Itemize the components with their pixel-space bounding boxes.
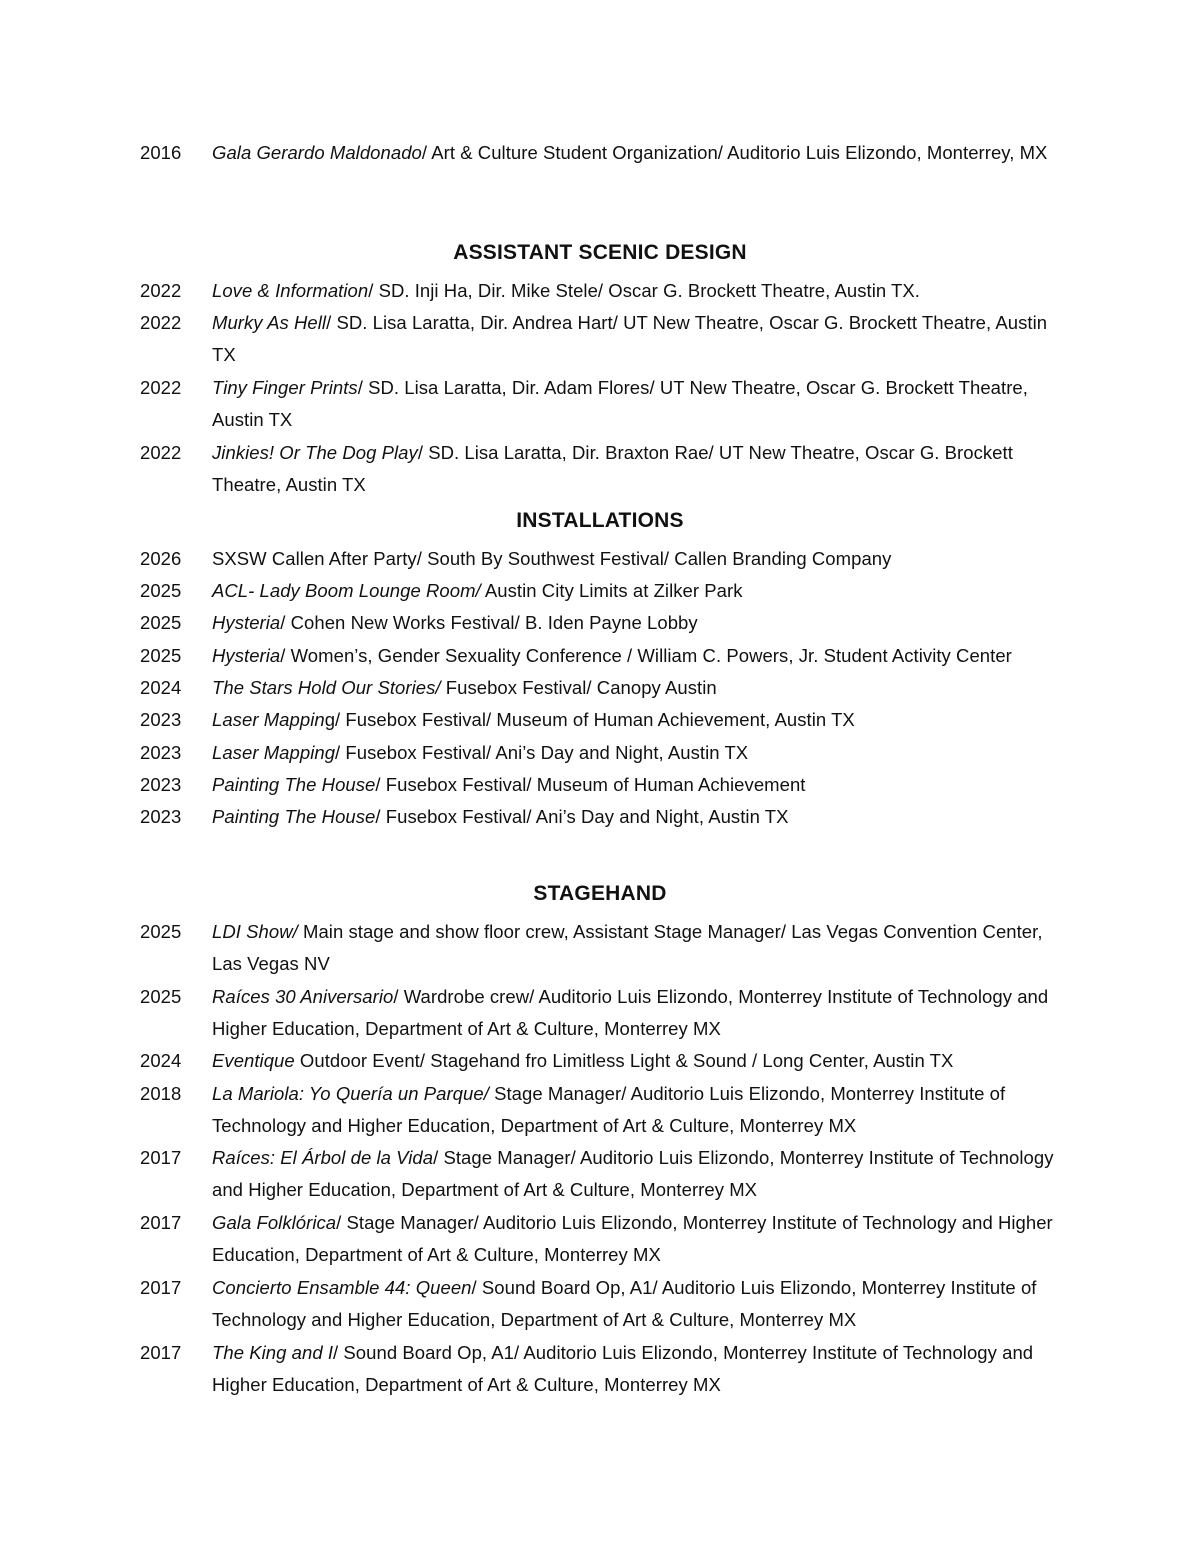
entry-description (212, 275, 1060, 307)
entry (140, 1078, 1060, 1143)
entry-details: / Sound Board Op, A1/ Auditorio Luis Elizondo, Monterrey Institute of Technology and Higher Education, Department of Art & Culture, Monterrey MX (212, 1342, 1034, 1396)
entry-year: 2022 (140, 312, 182, 333)
entry-details: / Fusebox Festival/ Museum of Human Achievement (375, 774, 806, 795)
entry-details: / SD. Lisa Laratta, Dir. Andrea Hart/ UT New Theatre, Oscar G. Brockett Theatre, Austin TX (212, 312, 1048, 366)
entry-year: 2024 (140, 1050, 182, 1071)
entry (140, 575, 1060, 607)
entry-description (212, 769, 1060, 801)
entry-description (212, 607, 1060, 639)
entry-description (212, 1142, 1060, 1207)
entry-title: Love & Information (212, 280, 369, 301)
entry-title: Gala Gerardo Maldonado (212, 142, 422, 163)
entry-details: / SD. Inji Ha, Dir. Mike Stele/ Oscar G. Brockett Theatre, Austin TX. (368, 280, 920, 301)
entry-description (212, 575, 1060, 607)
entry-description (212, 672, 1060, 704)
entry-details: / Wardrobe crew/ Auditorio Luis Elizondo, Monterrey Institute of Technology and Higher Education, Department of Art & Culture, Monterrey MX (212, 986, 1049, 1040)
section-heading-stagehand: STAGEHAND (533, 882, 667, 905)
entry-title: La Mariola: Yo Quería un Parque/ (212, 1083, 489, 1104)
entry-year: 2025 (140, 645, 182, 666)
entry-details: / Art & Culture Student Organization/ Auditorio Luis Elizondo, Monterrey, MX (421, 142, 1048, 163)
entry-title: Painting The House (212, 774, 376, 795)
entry-title: Eventique (212, 1050, 295, 1071)
entry-title: Laser Mapping (212, 742, 336, 763)
entry (140, 704, 1060, 736)
entry-title: Tiny Finger Prints (212, 377, 358, 398)
entry-title: Jinkies! Or The Dog Play (212, 442, 418, 463)
entry-details: Austin City Limits at Zilker Park (480, 580, 743, 601)
entry (140, 737, 1060, 769)
entry-2016-gala (140, 137, 1060, 169)
entry-description (212, 1272, 1060, 1337)
entry-year: 2016 (140, 142, 182, 163)
entry-details: / Sound Board Op, A1/ Auditorio Luis Elizondo, Monterrey Institute of Technology and Higher Education, Department of Art & Culture, Monterrey MX (212, 1277, 1037, 1331)
entry-details: / Cohen New Works Festival/ B. Iden Payne Lobby (280, 612, 698, 633)
entry (140, 769, 1060, 801)
entry-description (212, 1207, 1060, 1272)
entry-year: 2023 (140, 709, 182, 730)
entry-year: 2023 (140, 806, 182, 827)
entry-details: / SD. Lisa Laratta, Dir. Adam Flores/ UT New Theatre, Oscar G. Brockett Theatre, Austin TX (212, 377, 1028, 431)
entry (140, 640, 1060, 672)
entry-year: 2025 (140, 986, 182, 1007)
entry-title: The Stars Hold Our Stories/ (212, 677, 441, 698)
entry-title: Raíces: El Árbol de la Vida (212, 1147, 434, 1168)
entry-details: / Stage Manager/ Auditorio Luis Elizondo, Monterrey Institute of Technology and Higher Education, Department of Art & Culture, Monterrey MX (212, 1212, 1053, 1266)
entry (140, 275, 1060, 307)
entry-description (212, 737, 1060, 769)
entry-year: 2022 (140, 377, 182, 398)
entry-title: Hysteria (212, 645, 281, 666)
entry (140, 916, 1060, 981)
entry-year: 2017 (140, 1277, 182, 1298)
entry-year: 2017 (140, 1342, 182, 1363)
entry (140, 1272, 1060, 1337)
entry (140, 607, 1060, 639)
entry (140, 1045, 1060, 1077)
entry-description (212, 801, 1060, 833)
entry-year: 2025 (140, 580, 182, 601)
entry-year: 2018 (140, 1083, 182, 1104)
entry-year: 2017 (140, 1212, 182, 1233)
entry-title: Gala Folklórica (212, 1212, 337, 1233)
entry-title: The King and I (212, 1342, 334, 1363)
entry (140, 543, 1060, 575)
entry-year: 2023 (140, 774, 182, 795)
entry-title: Laser Mappin (212, 709, 325, 730)
entry-details: / Fusebox Festival/ Ani’s Day and Night, Austin TX (375, 806, 789, 827)
entry-title: Raíces 30 Aniversario (212, 986, 394, 1007)
entry-description (212, 307, 1060, 372)
entry (140, 307, 1060, 372)
entry-year: 2025 (140, 921, 182, 942)
entry-description (212, 1045, 1060, 1077)
entry (140, 1207, 1060, 1272)
entry-title: LDI Show/ (212, 921, 298, 942)
entry-description (212, 981, 1060, 1046)
entry-year: 2022 (140, 280, 182, 301)
entry-details: Stage Manager/ Auditorio Luis Elizondo, Monterrey Institute of Technology and Higher Education, Department of Art & Culture, Monterrey MX (212, 1083, 1006, 1137)
entry-description (212, 704, 1060, 736)
entry-year: 2026 (140, 548, 182, 569)
entry-year: 2023 (140, 742, 182, 763)
entry (140, 801, 1060, 833)
section-heading-assistant-scenic-design: ASSISTANT SCENIC DESIGN (453, 241, 747, 264)
entry-description (212, 437, 1060, 502)
entry (140, 1337, 1060, 1402)
entry-description (212, 372, 1060, 437)
entry-title: Concierto Ensamble 44: Queen (212, 1277, 472, 1298)
entry-details: / Women’s, Gender Sexuality Conference / William C. Powers, Jr. Student Activity Center (280, 645, 1012, 666)
entry-details: g/ Fusebox Festival/ Museum of Human Achievement, Austin TX (324, 709, 855, 730)
entry-year: 2025 (140, 612, 182, 633)
entry-year: 2024 (140, 677, 182, 698)
entry (140, 672, 1060, 704)
entry (140, 437, 1060, 502)
entry-description (212, 640, 1060, 672)
entry-details: Outdoor Event/ Stagehand fro Limitless Light & Sound / Long Center, Austin TX (294, 1050, 954, 1071)
entry-details: / Stage Manager/ Auditorio Luis Elizondo, Monterrey Institute of Technology and Higher Education, Department of Art & Culture, Monterrey MX (212, 1147, 1054, 1201)
entry (140, 981, 1060, 1046)
entry-year: 2022 (140, 442, 182, 463)
entry-year: 2017 (140, 1147, 182, 1168)
entry-details: SXSW Callen After Party/ South By Southwest Festival/ Callen Branding Company (212, 548, 892, 569)
entry-title: Painting The House (212, 806, 376, 827)
entry (140, 1142, 1060, 1207)
entry-title: Hysteria (212, 612, 281, 633)
entry-details: / SD. Lisa Laratta, Dir. Braxton Rae/ UT New Theatre, Oscar G. Brockett Theatre, Austin TX (212, 442, 1013, 496)
entry-description (212, 1078, 1060, 1143)
section-heading-installations: INSTALLATIONS (516, 509, 684, 532)
entry-details: Main stage and show floor crew, Assistant Stage Manager/ Las Vegas Convention Center, Las Vegas NV (212, 921, 1043, 975)
entry-details: / Fusebox Festival/ Ani’s Day and Night, Austin TX (335, 742, 749, 763)
entry-title: ACL- Lady Boom Lounge Room/ (212, 580, 481, 601)
entry-description (212, 543, 1060, 575)
entry (140, 372, 1060, 437)
entry-title: Murky As Hell (212, 312, 327, 333)
entry-description (212, 1337, 1060, 1402)
entry-details: Fusebox Festival/ Canopy Austin (440, 677, 717, 698)
entry-description (212, 916, 1060, 981)
entry-description (212, 137, 1060, 169)
